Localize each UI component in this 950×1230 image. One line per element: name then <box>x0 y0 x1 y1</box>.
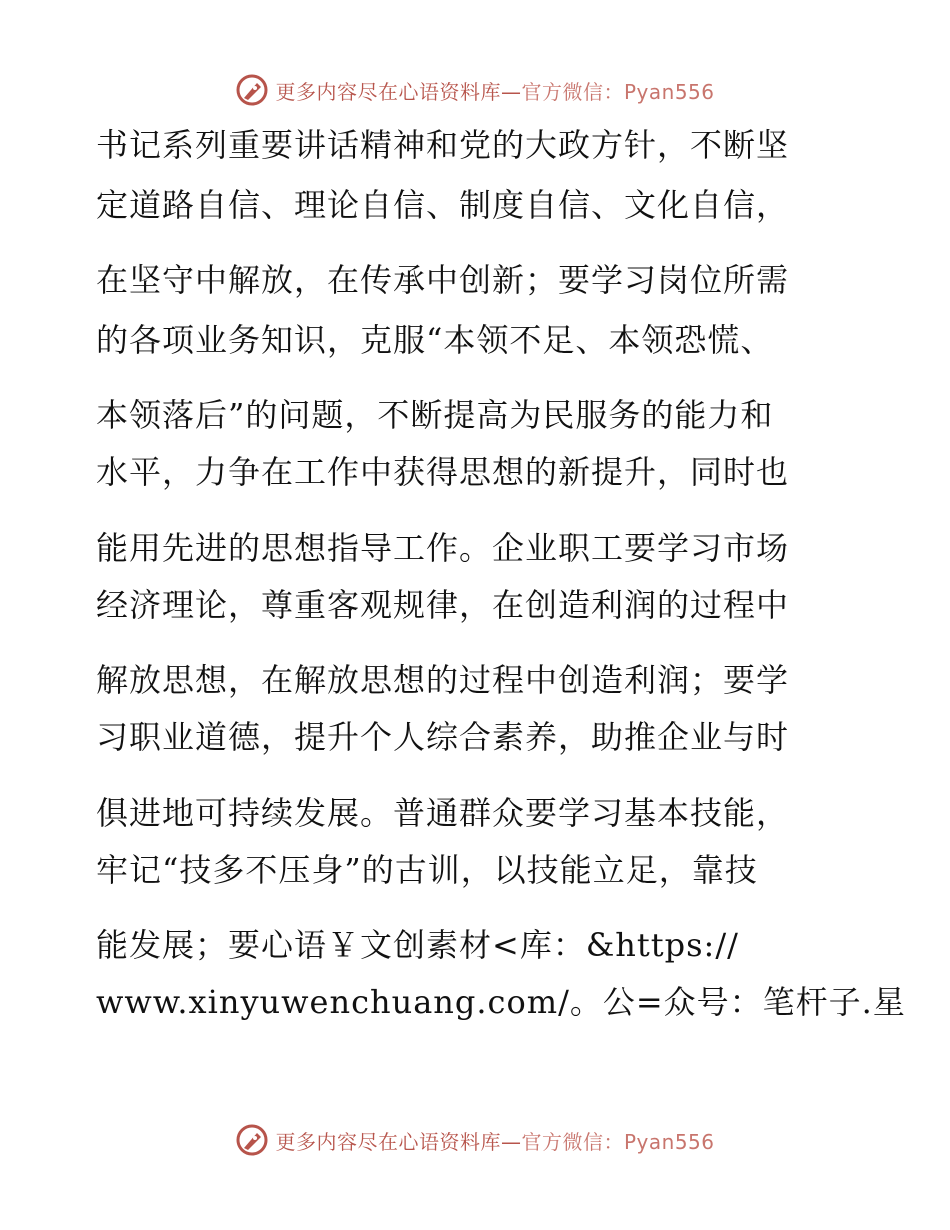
body-line: www.xinyuwenchuang.com/。公=众号：笔杆子.星 <box>96 983 906 1021</box>
header-banner <box>0 70 950 110</box>
body-line: 本领落后”的问题，不断提高为民服务的能力和 <box>96 396 774 434</box>
footer-contact-label: 官方微信： <box>521 1129 624 1154</box>
body-line: 定道路自信、理论自信、制度自信、文化自信， <box>96 186 790 224</box>
pen-nib-logo-icon <box>235 73 269 107</box>
header-contact-id: Pyan556 <box>623 79 715 104</box>
body-line: 俱进地可持续发展。普通群众要学习基本技能， <box>96 794 790 832</box>
body-line: 能发展；要心语￥文创素材<库：&https:// <box>96 926 739 964</box>
body-line: 在坚守中解放，在传承中创新；要学习岗位所需 <box>96 261 790 299</box>
header-dash: — <box>500 79 522 104</box>
body-line: 经济理论，尊重客观规律，在创造利润的过程中 <box>96 586 790 624</box>
body-line: 习职业道德，提升个人综合素养，助推企业与时 <box>96 718 790 756</box>
header-banner-text <box>275 76 714 105</box>
header-contact-label: 官方微信： <box>521 79 624 104</box>
body-line: 书记系列重要讲话精神和党的大政方针，不断坚 <box>96 126 790 164</box>
footer-banner <box>0 1120 950 1160</box>
body-line: 能用先进的思想指导工作。企业职工要学习市场 <box>96 529 790 567</box>
pen-nib-logo-icon <box>235 1123 269 1157</box>
footer-contact-id: Pyan556 <box>623 1129 715 1154</box>
body-line: 水平，力争在工作中获得思想的新提升，同时也 <box>96 453 790 491</box>
footer-brand-text: 更多内容尽在心语资料库 <box>275 1129 501 1154</box>
body-line: 的各项业务知识，克服“本领不足、本领恐慌、 <box>96 321 774 359</box>
footer-dash: — <box>500 1129 522 1154</box>
footer-banner-text <box>275 1126 714 1155</box>
body-line: 牢记“技多不压身”的古训，以技能立足，靠技 <box>96 851 758 889</box>
header-brand-text: 更多内容尽在心语资料库 <box>275 79 501 104</box>
body-line: 解放思想，在解放思想的过程中创造利润；要学 <box>96 661 790 699</box>
